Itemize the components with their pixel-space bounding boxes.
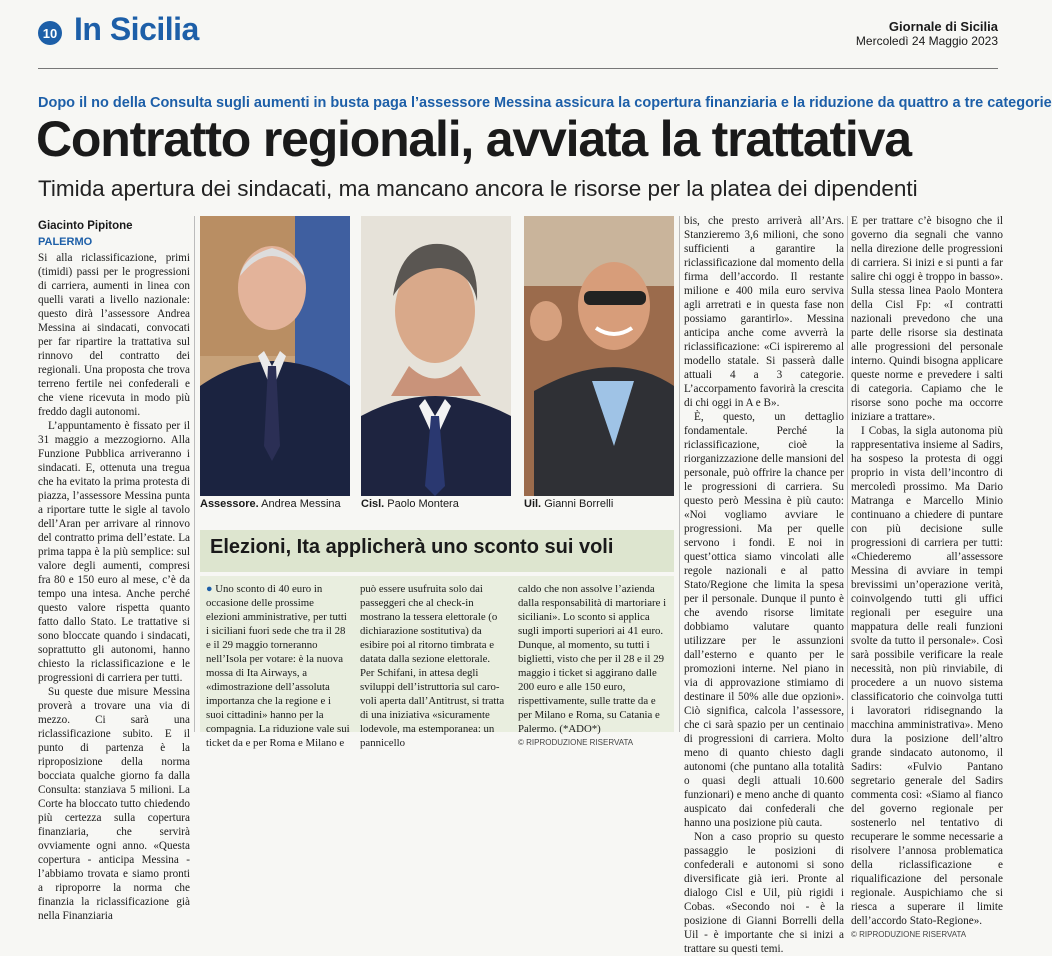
page-header [0, 0, 1024, 72]
caption-role: Cisl. [361, 498, 385, 510]
column-divider [679, 216, 680, 732]
box-paragraph: caldo che non assolve l’azienda dalla responsabilità di martoriare i siciliani». Lo sconto si applica sugli importi superiori ai 41 euro. Dunque, al momento, su tutti i biglietti, visto che per il 28 e il 29 maggio i ticket si aggirano dalle 200 euro e alle 150 euro, rispettivamente, sulle tratte da e per Milano e Roma, su Catania e Palermo. (*ADO*) [518, 583, 667, 735]
header-rule [38, 68, 998, 69]
masthead [856, 19, 998, 48]
box-paragraph: può essere usufruita solo dai passeggeri che al check-in mostrano la tessera elettorale (o dichiarazione sostitutiva) da esibire poi al ritorno timbrata e datata dalla sezione elettorale. Per Schifani, in attesa degli sviluppi dell’istruttoria sul caro-voli aperta dall’Antitrust, si tratta di una iniziativa «sicuramente lodevole, ma estemporanea: un pannicello [360, 583, 505, 749]
article-headline: Contratto regionali, avviata la trattativa [36, 111, 911, 167]
paragraph: Si alla riclassificazione, primi (timidi) passi per le progressioni di carriera, aumenti in linea con quelli varati a livello nazionale: questo dirà l’assessore Andrea Messina ai sindacati, convocati per far ripartire la trattativa sul rinnovo del contratto dei regionali. Una proposta che trova terreno fertile nei confederali e che viene ricevuta in modo più freddo dagli autonomi. [38, 252, 190, 418]
photo-caption [361, 498, 459, 510]
photo-paolo-montera [361, 216, 511, 496]
caption-role: Assessore. [200, 498, 259, 510]
article-column-1 [38, 220, 190, 922]
dateline: PALERMO [38, 236, 93, 248]
caption-role: Uil. [524, 498, 542, 510]
page-number-badge: 10 [38, 21, 62, 45]
caption-name: Andrea Messina [261, 498, 341, 510]
issue-date: Mercoledì 24 Maggio 2023 [855, 34, 998, 48]
photo-caption [524, 498, 613, 510]
paragraph: I Cobas, la sigla autonoma più rappresentativa insieme al Sadirs, ha sospeso la protesta di oggi proprio in vista dell’incontro di mercoledì prossimo. Ma Dario Matranga e Marcello Minio continuano a chiedere di puntare con più decisione sulle progressioni di carriera per tutti: «Chiederemo all’assessore Messina di avviare in tempi brevissimi un’operazione verità, coinvolgendo tutti gli uffici regionali per eseguire una mappatura delle reali funzioni svolte da tutto il personale». Così sarà possibile verificare la reale necessità, non più rinviabile, di procedere a un nuovo sistema classificatorio che coinvolga tutti i lavoratori ridisegnando la macchina amministrativa». Meno dura la posizione dell’altro grande sindacato autonomo, il Sadirs: «Fulvio Pantano segretario generale del Sadirs commenta così: «Siamo al fianco del governo regionale per sostenerlo nel tentativo di recuperare le somme necessarie a risolvere l’annosa problematica della riclassificazione e riqualificazione del personale regionale. Auspichiamo che si riesca a superare il limite dell’accordo Stato-Regione». [851, 425, 1003, 927]
box-column-1 [206, 582, 350, 750]
caption-name: Gianni Borrelli [544, 498, 614, 510]
paragraph: L’appuntamento è fissato per il 31 maggio a mezzogiorno. Alla Funzione Pubblica arriveranno i sindacati. E, ottenuta una tregua che ha evitato la prima protesta di piazza, l’assessore Messina punta a riportare tutte le sigle al tavolo dell’Aran per arrivare al rinnovo del contratto prima dell’estate. La prima tappa è la più semplice: sul valore degli aumenti, compresi fra 80 e 150 euro al mese, c’è da tempo una intesa. Anche perché questo valore rispetta quanto fatto dallo Stato. Le trattative si sono bloccate quando i sindacati, soprattutto gli autonomi, hanno chiesto la riclassificazione e le progressioni di carriera per tutti. [38, 420, 190, 684]
paragraph: Su queste due misure Messina proverà a trovare una via di mezzo. Ci sarà una riclassificazione subito. E il punto di partenza è la riproposizione della norma bocciata qualche giorno fa dalla Consulta: stanziava 5 milioni. La Corte ha bloccato tutto chiedendo più certezza sulla copertura finanziaria, che servirà ovviamente ogni anno. «Questa copertura - anticipa Messina - l’abbiamo trovata e siamo pronti a riproporre la norma che finanzia la riclassificazione già nella Finanziaria [38, 686, 190, 922]
paragraph: È, questo, un dettaglio fondamentale. Perché la riclassificazione, cioè la riorganizzazione delle mansioni del personale, può offrire la chance per le progressioni di carriera. Su questo però Messina è più cauto: «Noi vogliamo avviare le progressioni. Ma per quelle servono i fondi. E noi in quest’ottica siamo vincolati alle regole nazionali e al patto Stato/Regione che limita la spesa per il personale. Dunque il punto è che avendo risorse limitate dobbiamo valutare quanto utilizzare per le assunzioni dall’esterno e quanto per le promozioni interne. Nel piano in via di approvazione stimiamo di destinare il 50% alle due opzioni». Ciò significa, calcola l’assessore, che ci sarà spazio per un centinaio di progressioni di carriera. Molto meno di quanto chiesto dagli autonomi (che puntano alla totalità o quasi degli attuali 10.600 funzionari) e meno anche di quanto auspicato dai confederali che hanno una posizione più cauta. [684, 411, 844, 829]
article-kicker: Dopo il no della Consulta sugli aumenti in busta paga l’assessore Messina assicura la copertura finanziaria e la riduzione da quattro a tre categorie [38, 95, 1052, 111]
copyright-note: © RIPRODUZIONE RISERVATA [518, 738, 634, 747]
column-divider [194, 216, 195, 732]
article-column-3 [851, 214, 1003, 939]
box-headline: Elezioni, Ita applicherà uno sconto sui voli [210, 536, 614, 558]
caption-name: Paolo Montera [387, 498, 459, 510]
paragraph: Non a caso proprio su questo passaggio le posizioni di confederali e autonomi si sono diversificate già ieri. Pronte al dialogo Cisl e Uil, più rigidi i Cobas. «Secondo noi - è la posizione di Gianni Borrelli della Uil - è importante che si inizi a trattare su questi temi. [684, 831, 844, 955]
box-column-2 [360, 582, 506, 750]
paragraph: E per trattare c’è bisogno che il governo dia segnali che vanno nella direzione delle progressioni di carriera. Si inizi e si punti a far salire chi oggi è troppo in basso». Sulla stessa linea Paolo Montera della Cisl Fp: «I contratti nazionali prevedono che una parte delle risorse sia destinata alle progressioni del personale interno. Quindi bisogna applicare queste norme e prevedere i salti di categoria. Capiamo che le risorse sono poche ma occorre iniziare a trattare». [851, 215, 1003, 423]
box-story [200, 576, 674, 749]
newspaper-name: Giornale di Sicilia [888, 19, 998, 34]
box-paragraph: Uno sconto di 40 euro in occasione delle prossime elezioni amministrative, per tutti i siciliani fuori sede che tra il 28 e il 29 maggio torneranno nell’Isola per votare: è la nuova mossa di Ita Airways, a «dimostrazione dell’assoluta importanza che la regione e i suoi cittadini» hanno per la compagnia. La riduzione vale sui ticket da e per Roma e Milano e [206, 583, 350, 749]
photo-gianni-borrelli [524, 216, 674, 496]
box-title-bar [200, 530, 674, 572]
photo-caption [200, 498, 341, 510]
section-title: In Sicilia [74, 11, 199, 47]
paragraph: bis, che presto arriverà all’Ars. Stanzieremo 3,6 milioni, che sono sufficienti a garantire la riclassificazione dal momento della firma dell’accordo. Il restante milione e 400 mila euro serviva agli arretrati e in questa fase non possiamo garantirlo». Messina anticipa anche come avverrà la riclassificazione: «Ci ispireremo al modello statale. Si passerà dalle attuali 4 a 3 categorie. L’accorpamento favorirà la crescita di chi oggi in A e B». [684, 215, 844, 409]
author-byline: Giacinto Pipitone [38, 220, 133, 232]
article-subheadline: Timida apertura dei sindacati, ma mancano ancora le risorse per la platea dei dipendenti [38, 176, 918, 201]
column-divider [847, 216, 848, 732]
article-column-2 [684, 214, 844, 955]
box-column-3 [518, 582, 668, 747]
copyright-note: © RIPRODUZIONE RISERVATA [851, 930, 967, 939]
bullet-icon: ● [206, 583, 216, 595]
photo-andrea-messina [200, 216, 350, 496]
